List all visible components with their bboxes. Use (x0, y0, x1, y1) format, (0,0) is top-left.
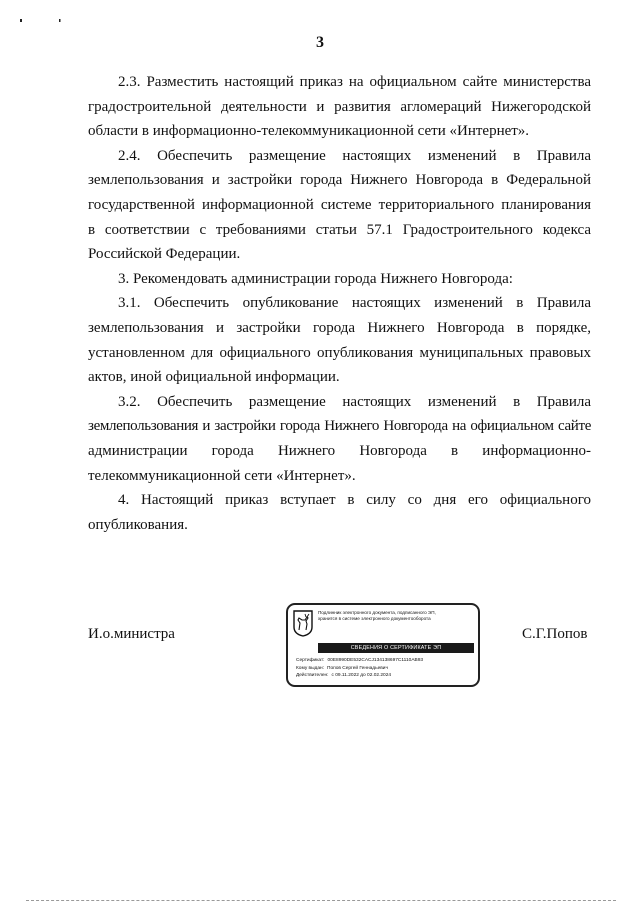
text-line: градостроительной деятельности и развития агломераций Нижегородской (88, 98, 591, 115)
text-line: установленном для официального опубликования муниципальных правовых (88, 344, 591, 361)
certificate-value: 00E8990DE532CACJ134138697C1110AB93 (327, 658, 424, 663)
valid-row (296, 672, 476, 680)
paragraph-3-1 (88, 291, 591, 389)
stamp-note (318, 610, 478, 622)
text-line: телекоммуникационной сети «Интернет». (88, 467, 356, 484)
signatory-title: И.о.министра (88, 626, 175, 642)
stamp-banner: СВЕДЕНИЯ О СЕРТИФИКАТЕ ЭП (318, 643, 474, 653)
text-line: 3.2. Обеспечить размещение настоящих изменений в Правила (118, 393, 591, 410)
signatory-name: С.Г.Попов (522, 626, 588, 642)
text-line: 4. Настоящий приказ вступает в силу со дня его официального (118, 492, 591, 509)
text-line: 3.1. Обеспечить опубликование настоящих изменений в Правила (118, 295, 591, 312)
paragraph-4 (88, 488, 591, 537)
page-number: 3 (316, 34, 324, 51)
valid-value: с 09.11.2022 до 02.02.2024 (331, 673, 392, 678)
text-line: государственной информационной системе территориального планирования (88, 196, 591, 213)
text-line: землепользования и застройки города Нижнего Новгорода в Федеральной (88, 172, 591, 189)
certificate-details (296, 657, 476, 680)
text-line: в соответствии с требованиями статьи 57.1 Градостроительного кодекса (88, 221, 591, 238)
valid-label: Действителен: (296, 673, 329, 678)
paragraph-3 (88, 267, 591, 292)
scan-speck (59, 19, 61, 22)
certificate-label: Сертификат: (296, 658, 325, 663)
stamp-note-line: Подлинник электронного документа, подписанного ЭП, (318, 610, 436, 615)
scan-speck (20, 19, 22, 22)
scan-marks (0, 0, 80, 30)
text-line: опубликования. (88, 516, 188, 533)
text-line: области в информационно-телекоммуникационной сети «Интернет». (88, 123, 530, 140)
document-body (88, 70, 591, 537)
issued-to-label: Кому выдан: (296, 665, 324, 671)
text-line: Российской Федерации. (88, 246, 241, 263)
issued-to-value: Попов Сергей Геннадьевич (327, 665, 388, 671)
text-line: 2.3. Разместить настоящий приказ на официальном сайте министерства (118, 74, 591, 90)
certificate-row (296, 657, 476, 665)
text-line: 3. Рекомендовать администрации города Нижнего Новгорода: (118, 270, 513, 287)
text-line: администрации города Нижнего Новгорода в информационно- (88, 442, 591, 459)
paragraph-2-4 (88, 144, 591, 267)
stamp-note-line: хранится в системе электронного документооборота (318, 616, 431, 621)
issued-to-row (296, 665, 476, 673)
text-line: землепользования и застройки города Нижнего Новгорода на официальном сайте (88, 418, 591, 435)
electronic-signature-stamp (286, 603, 480, 687)
coat-of-arms-icon (293, 610, 313, 637)
paragraph-3-2 (88, 390, 591, 488)
text-line: актов, иной официальной информации. (88, 369, 340, 386)
text-line: 2.4. Обеспечить размещение настоящих изменений в Правила (118, 147, 591, 164)
page-bottom-edge (26, 900, 616, 902)
text-line: землепользования и застройки города Нижнего Новгорода в порядке, (88, 319, 591, 336)
paragraph-2-3 (88, 70, 591, 144)
